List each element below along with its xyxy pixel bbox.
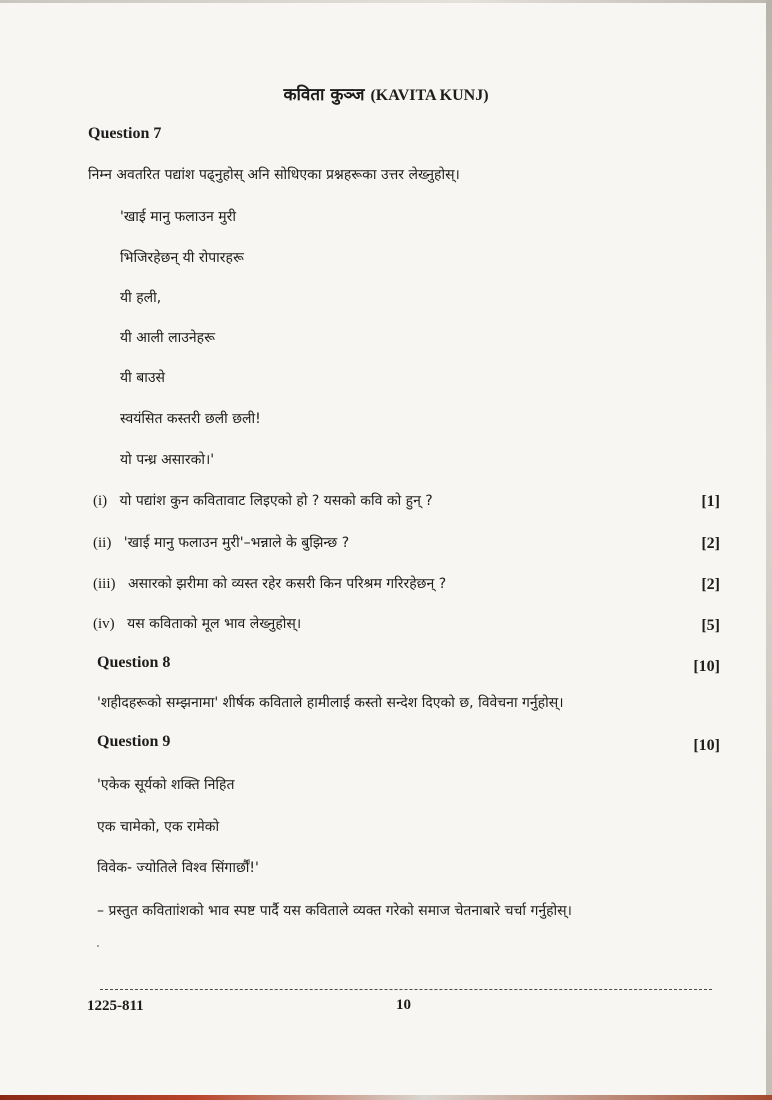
q7-part-ii-marks: [2]: [701, 535, 720, 552]
q7-part-iv-text: यस कविताको मूल भाव लेख्नुहोस्।: [127, 616, 302, 632]
q7-part-iii-marks: [2]: [701, 576, 720, 593]
q7-part-ii-number: (ii): [93, 535, 112, 551]
q7-poem-line-7: यो पन्ध्र असारको।': [120, 452, 215, 468]
q7-part-ii-text: 'खाई मानु फलाउन मुरी'–भन्नाले के बुझिन्छ ?: [123, 535, 350, 551]
q7-poem-line-4: यी आली लाउनेहरू: [120, 330, 215, 346]
footer-dashed-rule: [100, 989, 712, 990]
q7-part-i-marks: [1]: [701, 493, 720, 510]
page-edge-top: [0, 0, 772, 3]
q7-part-i-number: (i): [93, 493, 108, 509]
scan-speck: [97, 945, 99, 947]
q7-poem-line-3: यी हली,: [120, 290, 162, 306]
question-8-marks: [10]: [693, 658, 720, 675]
question-8-heading: Question 8: [97, 654, 171, 671]
question-7-heading: Question 7: [88, 125, 162, 142]
question-9-instruction: – प्रस्तुत कविताांशको भाव स्पष्ट पार्दै यस कविताले व्यक्त गरेको समाज चेतनाबारे चर्चा गर्नुहोस्।: [97, 903, 572, 919]
q7-poem-line-1: 'खाई मानु फलाउन मुरी: [120, 209, 236, 225]
q9-poem-line-3: विवेक- ज्योतिले विश्व सिंगार्छौं!': [97, 860, 259, 876]
q7-poem-line-5: यी बाउसे: [120, 370, 165, 386]
q7-poem-line-2: भिजिरहेछन् यी रोपारहरू: [120, 250, 244, 266]
q7-part-iv: [93, 614, 301, 633]
question-8-text: 'शहीदहरूको सम्झनामा' शीर्षक कविताले हामीलाई कस्तो सन्देश दिएको छ, विवेचना गर्नुहोस्।: [97, 695, 564, 711]
q7-part-iv-number: (iv): [93, 616, 115, 632]
footer-paper-code: 1225-811: [87, 998, 144, 1014]
q9-poem-line-2: एक चामेको, एक रामेको: [97, 819, 220, 835]
q7-poem-line-6: स्वयंसित कस्तरी छली छली!: [120, 411, 261, 427]
q7-part-iii-text: असारको झरीमा को व्यस्त रहेर कसरी किन परिश्रम गरिरहेछन् ?: [127, 576, 447, 592]
question-9-marks: [10]: [693, 737, 720, 754]
q7-part-ii: [93, 533, 349, 552]
q7-part-iii: [93, 574, 446, 593]
q9-poem-line-1: 'एकेक सूर्यको शक्ति निहित: [97, 777, 235, 793]
page-edge-right: [766, 0, 772, 1100]
q7-part-i: [93, 491, 433, 510]
section-title: [0, 82, 772, 105]
section-title-nepali: कविता कुञ्ज: [283, 85, 365, 105]
section-title-english: (KAVITA KUNJ): [370, 87, 489, 104]
question-9-heading: Question 9: [97, 733, 171, 750]
page-edge-bottom: [0, 1095, 772, 1100]
q7-part-iii-number: (iii): [93, 576, 116, 592]
q7-part-i-text: यो पद्यांश कुन कवितावाट लिइएको हो ? यसको कवि को हुन् ?: [119, 493, 433, 509]
q7-part-iv-marks: [5]: [701, 617, 720, 634]
question-7-instruction: निम्न अवतरित पद्यांश पढ्नुहोस् अनि सोधिएका प्रश्नहरूका उत्तर लेख्नुहोस्।: [88, 167, 460, 183]
footer-page-number: 10: [396, 997, 411, 1013]
